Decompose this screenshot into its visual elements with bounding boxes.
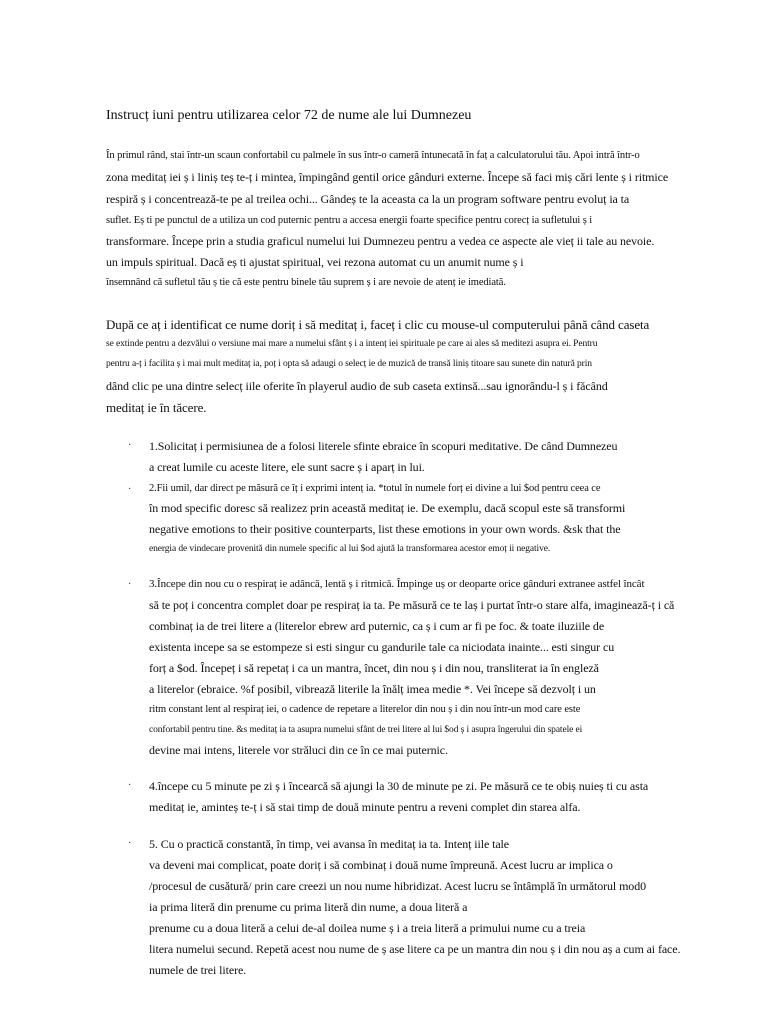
paragraph-line: se extinde pentru a dezvălui o versiune mai mare a numelui sfânt ș i a intenț iei spirituale pe care ai ales să meditezi asupra ei. Pentru [106,339,598,349]
bullet-glyph: · [128,579,132,590]
list-item-line: energia de vindecare provenită din numele specific al lui $od ajută la transformarea acestor emoț ii negative. [149,544,551,554]
list-item-line: 4.începe cu 5 minute pe zi ș i încearcă să ajungi la 30 de minute pe zi. Pe măsură ce te obiș nuieș ti cu asta [149,779,649,793]
list-item-line: va deveni mai complicat, poate doriț i să combinaț i două nume împreună. Acest lucru ar implica o [149,858,613,872]
list-item-line: litera numelui secund. Repetă acest nou nume de ș ase litere ca pe un mantra din nou ș i din nou aș a cum ai face. [149,942,681,956]
paragraph-line: un impuls spiritual. Dacă eș ti ajustat spiritual, vei rezona automat cu un anumit nume ș i [106,255,524,269]
list-item-line: meditaț ie, aminteș te-ț i să stai timp de două minute pentru a reveni complet din starea alfa. [149,800,581,814]
paragraph-line: dând clic pe una dintre selecț iile oferite în playerul audio de sub caseta extinsă...sau ignorându-l ș i făcând [106,379,608,393]
paragraph-line: însemnând că sufletul tău ș tie că este pentru binele tău suprem ș i are nevoie de atenț ie imediată. [106,277,506,288]
bullet-glyph: · [128,440,132,451]
list-item-line: în mod specific doresc să realizez prin această meditaț ie. De exemplu, dacă scopul este să transformi [149,501,626,515]
paragraph-line: suflet. Eș ti pe punctul de a utiliza un cod puternic pentru a accesa energii foarte specifice pentru corecț ia sufletului ș i [106,215,593,226]
bullet-glyph: · [128,838,132,849]
paragraph-line: respiră ș i concentrează-te pe al treilea ochi... Gândeș te la aceasta ca la un program software pentru evoluț ia ta [106,192,630,206]
list-item-line: negative emotions to their positive counterparts, list these emotions in your own words. &sk that the [149,522,621,536]
paragraph-line: După ce aț i identificat ce nume doriț i să meditaț i, faceț i clic cu mouse-ul computerului până când caseta [106,317,650,332]
bullet-glyph: · [128,484,132,495]
paragraph-line: zona meditaț iei ș i liniș teș te-ț i mintea, împingând gentil orice gânduri externe. Începe să faci miș cări lente ș i ritmice [106,170,669,184]
document-title: Instrucț iuni pentru utilizarea celor 72 de nume ale lui Dumnezeu [106,108,472,123]
paragraph-line: meditaț ie în tăcere. [106,400,207,415]
list-item-line: a creat lumile cu aceste litere, ele sunt sacre ș i aparț in lui. [149,460,425,474]
list-item-line: 5. Cu o practică constantă, în timp, vei avansa în meditaț ia ta. Intenț iile tale [149,837,510,851]
list-item-line: devine mai intens, literele vor străluci din ce în ce mai puternic. [149,743,448,757]
list-item-line: 3.Începe din nou cu o respiraț ie adâncă, lentă ș i ritmică. Împinge uș or deoparte orice gânduri extranee astfel încât [149,578,645,590]
list-item-line: ritm constant lent al respiraț iei, o cadence de repetare a literelor din nou ș i din nou într-un mod care este [149,704,581,715]
list-item-line: combinaț ia de trei litere a (literelor ebrew ard puternic, ca ș i cum ar fi pe foc. & toate iluziile de [149,619,605,633]
paragraph-line: În primul rând, stai într-un scaun confortabil cu palmele în sus într-o cameră întunecată în faț a calculatorului tău. Apoi intră într-o [106,150,640,161]
list-item-line: 1.Solicitaț i permisiunea de a folosi literele sfinte ebraice în scopuri meditative. De când Dumnezeu [149,439,618,453]
paragraph-line: pentru a-ț i facilita ș i mai mult meditaț ia, poț i opta să adaugi o selecț ie de muzică de transă liniș titoare sau sunete din natură prin [106,359,592,369]
list-item-line: 2.Fii umil, dar direct pe măsură ce îț i exprimi intenț ia. *totul în numele forț ei divine a lui $od pentru ceea ce [149,483,601,494]
bullet-glyph: · [128,780,132,791]
paragraph-line: transformare. Începe prin a studia graficul numelui lui Dumnezeu pentru a vedea ce aspecte ale vieț ii tale au nevoie. [106,234,655,248]
list-item-line: confortabil pentru tine. &s meditaț ia ta asupra numelui sfânt de trei litere al lui $od ș i asupra îngerului din spatele ei [149,725,583,735]
list-item-line: a literelor (ebraice. %f posibil, vibrează literile la înălț imea medie *. Vei începe să dezvolț i un [149,682,596,696]
list-item-line: forț a $od. Începeț i să repetaț i ca un mantra, încet, din nou ș i din nou, transliterat ia în engleză [149,661,599,675]
list-item-line: să te poț i concentra complet doar pe respiraț ia ta. Pe măsură ce te laș i purtat într-o stare alfa, imaginează-ț i că [149,598,675,612]
list-item-line: prenume cu a doua literă a celui de-al doilea nume ș i a treia literă a primului nume cu a treia [149,921,586,935]
list-item-line: existenta incepe sa se estompeze si esti singur cu gandurile tale ca niciodata inainte... esti singur cu [149,640,615,654]
list-item-line: numele de trei litere. [149,963,247,977]
list-item-line: /procesul de cusătură/ prin care creezi un nou nume hibridizat. Acest lucru se întâmplă în următorul mod0 [149,879,646,893]
list-item-line: ia prima literă din prenume cu prima literă din nume, a doua literă a [149,900,468,914]
